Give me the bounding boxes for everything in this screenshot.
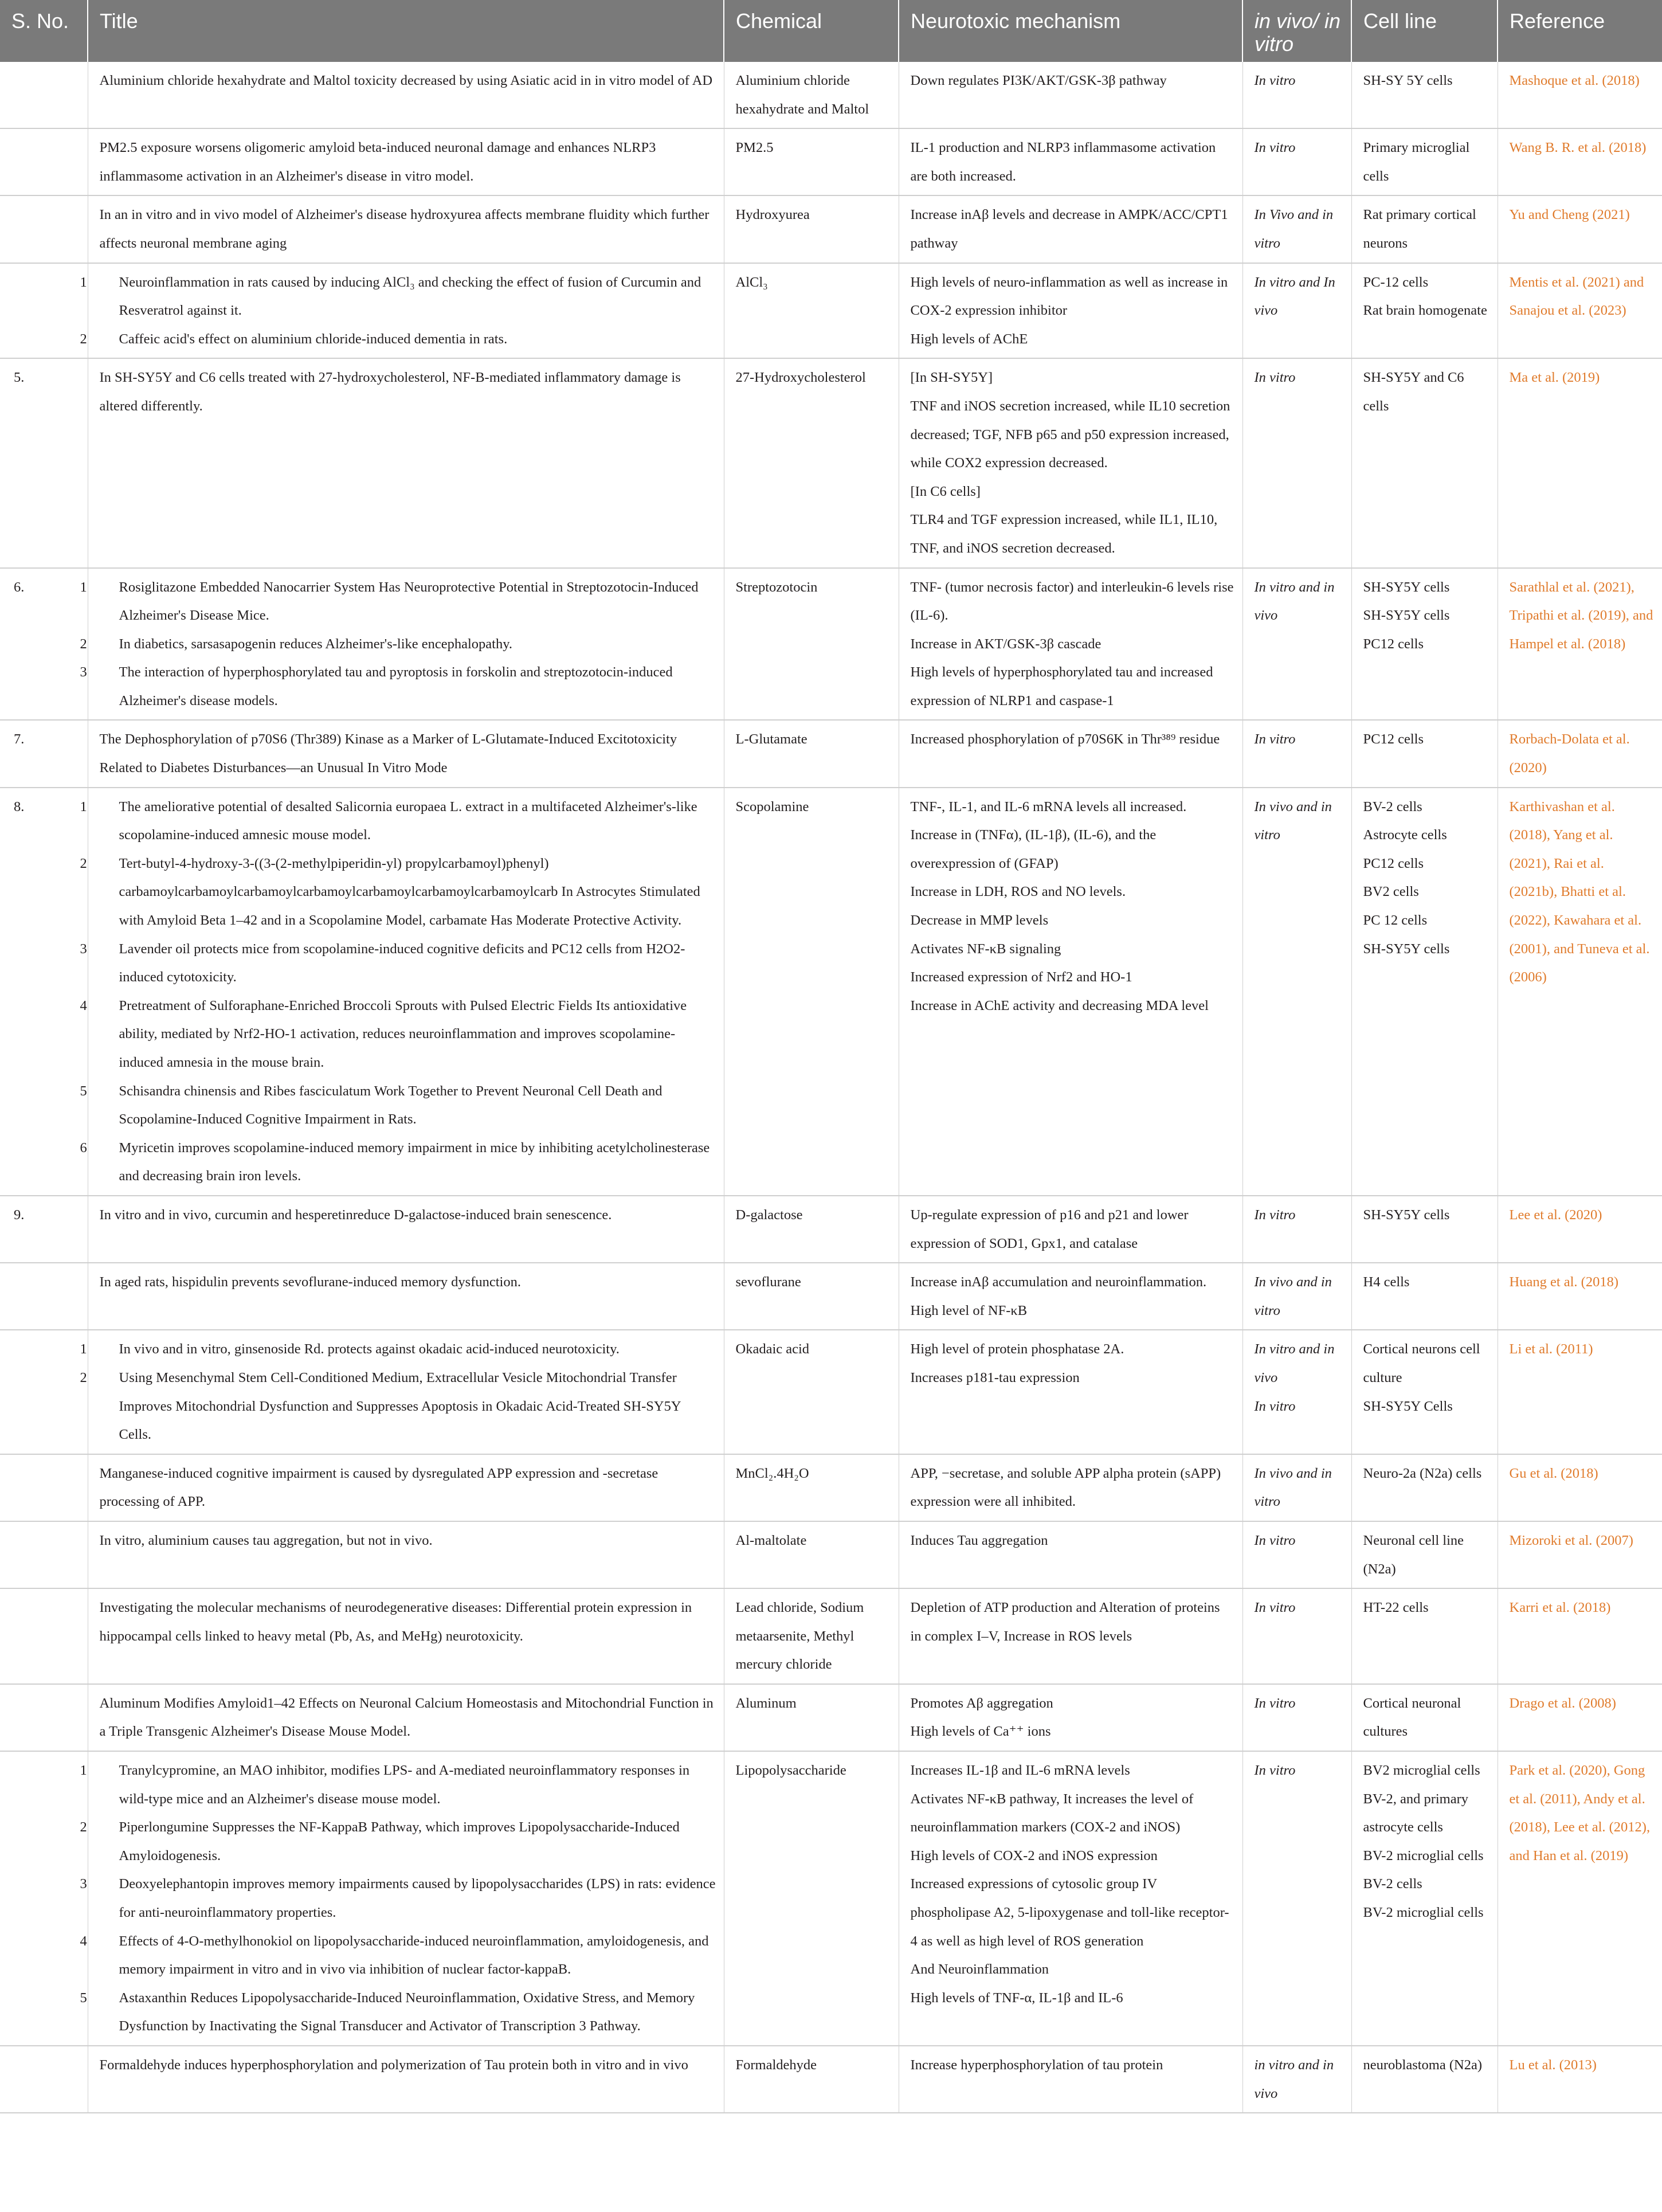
cell-mechanism (899, 1751, 1242, 2046)
cell-reference: Yu and Cheng (2021) (1498, 195, 1662, 263)
cell-line-item: PC 12 cells (1363, 913, 1428, 929)
cell-reference: Wang B. R. et al. (2018) (1498, 128, 1662, 195)
mechanism-line: TLR4 and TGF expression increased, while IL1, IL10, TNF, and iNOS secretion decreased. (910, 512, 1218, 556)
table-body (0, 62, 1662, 2113)
cell-cell-line (1351, 62, 1498, 128)
item-number: 6 (80, 1140, 87, 1156)
title-line: In SH-SY5Y and C6 cells treated with 27-hydroxycholesterol, NF-B-mediated inflammatory damage is altered differently. (99, 370, 681, 414)
mechanism-line: Increase hyperphosphorylation of tau protein (910, 2057, 1163, 2073)
item-text: Tert-butyl-4-hydroxy-3-((3-(2-methylpiperidin-yl) propylcarbamoyl)phenyl) carbamoylcarbamoylcarbamoylcarbamoylcarbamoylcarbamoylcarbamoylcarb In Astrocytes Stimulated with Amyloid Beta 1–42 and in a Scopolamine Model, carbamate Has Moderate Protective Activity. (119, 855, 700, 929)
item-text: Astaxanthin Reduces Lipopolysaccharide-Induced Neuroinflammation, Oxidative Stress, and Memory Dysfunction by Inactivating the Signal Transducer and Activator of Transcription 3 Pathway. (119, 1990, 695, 2034)
cell-cell-line (1351, 720, 1498, 787)
title-line: Investigating the molecular mechanisms of neurodegenerative diseases: Differential protein expression in hippocampal cells linked to heavy metal (Pb, As, and MeHg) neurotoxicity. (99, 1600, 692, 1644)
item-number: 5 (80, 1083, 87, 1099)
cell-sno (0, 263, 88, 359)
mechanism-line: Promotes Aβ aggregation (910, 1695, 1053, 1711)
cell-chemical: AlCl₃ (724, 263, 899, 359)
model-line: In vitro (1254, 1532, 1296, 1548)
cell-cell-line (1351, 1196, 1498, 1263)
title-line: Aluminium chloride hexahydrate and Maltol toxicity decreased by using Asiatic acid in in vitro model of AD (99, 73, 713, 88)
cell-chemical: Aluminum (724, 1684, 899, 1751)
table-row (0, 358, 1662, 567)
cell-cell-line (1351, 1751, 1498, 2046)
model-line: In vitro (1254, 1695, 1296, 1711)
title-line (80, 630, 716, 659)
header-mechanism: Neurotoxic mechanism (899, 0, 1242, 62)
cell-chemical: Formaldehyde (724, 2046, 899, 2113)
mechanism-line: Increased phosphorylation of p70S6K in Thr³⁸⁹ residue (910, 731, 1220, 747)
header-row (0, 0, 1662, 62)
cell-cell-line (1351, 1454, 1498, 1521)
title-line (80, 573, 716, 630)
title-line (80, 325, 716, 354)
item-text: Myricetin improves scopolamine-induced memory impairment in mice by inhibiting acetylcholinesterase and decreasing brain iron levels. (119, 1140, 710, 1184)
table-row (0, 1454, 1662, 1521)
cell-line-item: Rat brain homogenate (1363, 303, 1487, 319)
header-chemical: Chemical (724, 0, 899, 62)
cell-title (88, 720, 724, 787)
mechanism-line: Increase in AChE activity and decreasing MDA level (910, 997, 1209, 1013)
item-text: Deoxyelephantopin improves memory impairments caused by lipopolysaccharides (LPS) in rats: evidence for anti-neuroinflammatory properties. (119, 1876, 716, 1921)
table-row (0, 568, 1662, 721)
cell-model (1242, 568, 1351, 721)
cell-title (80, 1330, 724, 1454)
table-row (0, 788, 1662, 1196)
item-number: 3 (80, 664, 87, 680)
cell-chemical: Lipopolysaccharide (724, 1751, 899, 2046)
cell-line-item: Rat primary cortical neurons (1363, 207, 1476, 251)
cell-line-item: PC-12 cells (1363, 274, 1429, 290)
model-line: In vitro (1254, 1763, 1296, 1779)
mechanism-line: [In SH-SY5Y] (910, 370, 993, 386)
mechanism-line: Up-regulate expression of p16 and p21 and lower expression of SOD1, Gpx1, and catalase (910, 1207, 1189, 1251)
cell-cell-line (1351, 2046, 1498, 2113)
cell-sno (0, 1263, 88, 1330)
cell-line-item: BV-2, and primary astrocyte cells (1363, 1791, 1468, 1835)
item-text: Using Mesenchymal Stem Cell-Conditioned Medium, Extracellular Vesicle Mitochondrial Transfer Improves Mitochondrial Dysfunction and Suppresses Apoptosis in Okadaic Acid-Treated SH-SY5Y Cells. (119, 1369, 681, 1443)
mechanism-line: High levels of neuro-inflammation as well as increase in COX-2 expression inhibitor (910, 274, 1228, 319)
cell-sno (0, 1588, 88, 1684)
cell-mechanism (899, 568, 1242, 721)
cell-sno: 8. (0, 788, 88, 1196)
title-line: Formaldehyde induces hyperphosphorylation and polymerization of Tau protein both in vitro and in vivo (99, 2057, 688, 2073)
title-line (80, 268, 716, 325)
mechanism-line: And Neuroinflammation (910, 1962, 1049, 1978)
cell-line-item: SH-SY5Y cells (1363, 941, 1450, 957)
mechanism-line: TNF- (tumor necrosis factor) and interleukin-6 levels rise (IL-6). (910, 579, 1234, 624)
cell-reference: Sarathlal et al. (2021), Tripathi et al. (2019), and Hampel et al. (2018) (1498, 568, 1662, 721)
cell-reference: Huang et al. (2018) (1498, 1263, 1662, 1330)
header-reference: Reference (1498, 0, 1662, 62)
mechanism-line: Increased expressions of cytosolic group IV phospholipase A2, 5-lipoxygenase and toll-like receptor-4 as well as high level of ROS generation (910, 1876, 1229, 1949)
cell-reference: Mentis et al. (2021) and Sanajou et al. (2023) (1498, 263, 1662, 359)
cell-model (1242, 2046, 1351, 2113)
cell-reference: Lee et al. (2020) (1498, 1196, 1662, 1263)
item-number: 1 (80, 579, 87, 595)
cell-chemical: Streptozotocin (724, 568, 899, 721)
title-line: PM2.5 exposure worsens oligomeric amyloid beta-induced neuronal damage and enhances NLRP3 inflammasome activation in an Alzheimer's disease in vitro model. (99, 140, 656, 184)
cell-chemical: MnCl₂.4H₂O (724, 1454, 899, 1521)
cell-cell-line (1351, 1521, 1498, 1588)
item-text: In diabetics, sarsasapogenin reduces Alzheimer's-like encephalopathy. (119, 636, 513, 652)
cell-line-item: BV2 microglial cells (1363, 1763, 1480, 1779)
title-line (80, 935, 716, 992)
table-row (0, 1196, 1662, 1263)
title-line (80, 1756, 716, 1813)
item-number: 2 (80, 331, 87, 347)
table-row (0, 1521, 1662, 1588)
item-number: 4 (80, 1933, 87, 1949)
cell-line-item: Neuro-2a (N2a) cells (1363, 1465, 1482, 1481)
cell-reference: Park et al. (2020), Gong et al. (2011), Andy et al. (2018), Lee et al. (2012), and Han et al. (2019) (1498, 1751, 1662, 2046)
mechanism-line: High level of NF-κB (910, 1302, 1028, 1318)
header-model: in vivo/ in vitro (1242, 0, 1351, 62)
cell-chemical: Scopolamine (724, 788, 899, 1196)
model-line: In vitro and in vivo (1254, 1341, 1335, 1385)
title-line (80, 1134, 716, 1191)
cell-reference: Gu et al. (2018) (1498, 1454, 1662, 1521)
model-line: In vitro and In vivo (1254, 274, 1335, 319)
model-line: in vitro and in vivo (1254, 2057, 1334, 2101)
cell-model (1242, 1588, 1351, 1684)
cell-title (80, 568, 724, 721)
cell-sno (0, 1521, 88, 1588)
cell-line-item: Astrocyte cells (1363, 827, 1447, 843)
title-line (80, 1870, 716, 1927)
cell-title (88, 1263, 724, 1330)
cell-model (1242, 1684, 1351, 1751)
cell-model (1242, 1454, 1351, 1521)
header-title: Title (88, 0, 724, 62)
model-line: In vitro (1254, 1600, 1296, 1616)
model-line: In vitro and in vivo (1254, 579, 1335, 624)
mechanism-line: [In C6 cells] (910, 483, 981, 499)
mechanism-line: Down regulates PI3K/AKT/GSK-3β pathway (910, 73, 1167, 88)
cell-mechanism (899, 1330, 1242, 1454)
cell-sno: 6. (0, 568, 88, 721)
mechanism-line: High level of protein phosphatase 2A. (910, 1341, 1124, 1357)
item-number: 3 (80, 1876, 87, 1892)
item-text: In vivo and in vitro, ginsenoside Rd. protects against okadaic acid-induced neurotoxicity. (119, 1341, 620, 1357)
header-cell-line: Cell line (1351, 0, 1498, 62)
cell-line-item: SH-SY5Y cells (1363, 579, 1450, 595)
model-line: In vivo and in vitro (1254, 1465, 1332, 1510)
cell-sno (0, 2046, 88, 2113)
title-line (80, 992, 716, 1077)
cell-model (1242, 1330, 1351, 1454)
cell-model (1242, 1521, 1351, 1588)
cell-sno (0, 1454, 88, 1521)
cell-chemical: Al-maltolate (724, 1521, 899, 1588)
model-line: In vitro (1254, 73, 1296, 88)
cell-line-item: BV-2 microglial cells (1363, 1905, 1484, 1921)
title-line (80, 1335, 716, 1364)
cell-model (1242, 720, 1351, 787)
title-line (80, 1364, 716, 1449)
cell-line-item: neuroblastoma (N2a) (1363, 2057, 1482, 2073)
cell-line-item: culture (1363, 1369, 1402, 1385)
mechanism-line: Increase inAβ accumulation and neuroinflammation. (910, 1274, 1207, 1290)
item-text: Piperlongumine Suppresses the NF-KappaB Pathway, which improves Lipopolysaccharide-Induced Amyloidogenesis. (119, 1819, 680, 1863)
title-line: In aged rats, hispidulin prevents sevoflurane-induced memory dysfunction. (99, 1274, 521, 1290)
item-text: Rosiglitazone Embedded Nanocarrier System Has Neuroprotective Potential in Streptozotocin-Induced Alzheimer's Disease Mice. (119, 579, 699, 624)
model-line: In vivo and in vitro (1254, 798, 1332, 843)
title-line (80, 1984, 716, 2041)
table-row (0, 195, 1662, 263)
table-row (0, 720, 1662, 787)
mechanism-line: High levels of COX-2 and iNOS expression (910, 1847, 1158, 1863)
cell-line-item: PC12 cells (1363, 636, 1424, 652)
model-line: In vitro (1254, 1207, 1296, 1223)
model-line: In vivo and in vitro (1254, 1274, 1332, 1318)
cell-cell-line (1351, 788, 1498, 1196)
cell-sno: 5. (0, 358, 88, 567)
title-line (80, 1813, 716, 1870)
cell-chemical: 27-Hydroxycholesterol (724, 358, 899, 567)
item-text: Neuroinflammation in rats caused by inducing AlCl₃ and checking the effect of fusion of Curcumin and Resveratrol against it. (119, 274, 701, 319)
cell-title (88, 1521, 724, 1588)
mechanism-line: Induces Tau aggregation (910, 1532, 1048, 1548)
cell-line-item: SH-SY5Y and C6 cells (1363, 370, 1464, 414)
cell-line-item: BV-2 cells (1363, 1876, 1422, 1892)
cell-sno (0, 195, 88, 263)
cell-line-item: Cortical neuronal cultures (1363, 1695, 1461, 1740)
mechanism-line: APP, −secretase, and soluble APP alpha protein (sAPP) expression were all inhibited. (910, 1465, 1221, 1510)
cell-reference: Lu et al. (2013) (1498, 2046, 1662, 2113)
item-number: 3 (80, 941, 87, 957)
cell-chemical: Lead chloride, Sodium metaarsenite, Methyl mercury chloride (724, 1588, 899, 1684)
model-line: In vitro (1254, 731, 1296, 747)
model-line: In Vivo and in vitro (1254, 207, 1334, 251)
cell-title (80, 788, 724, 1196)
cell-line-item: SH-SY5Y cells (1363, 608, 1450, 624)
mechanism-line: High levels of Ca⁺⁺ ions (910, 1724, 1051, 1740)
cell-mechanism (899, 62, 1242, 128)
mechanism-line: Increase in LDH, ROS and NO levels. (910, 884, 1126, 900)
cell-line-item: PC12 cells (1363, 731, 1424, 747)
cell-chemical: D-galactose (724, 1196, 899, 1263)
cell-title (88, 1588, 724, 1684)
item-text: The interaction of hyperphosphorylated tau and pyroptosis in forskolin and streptozotocin-induced Alzheimer's disease models. (119, 664, 673, 708)
model-line: In vitro (1254, 140, 1296, 156)
title-line: In an in vitro and in vivo model of Alzheimer's disease hydroxyurea affects membrane fluidity which further affects neuronal membrane aging (99, 207, 710, 251)
cell-chemical: L-Glutamate (724, 720, 899, 787)
cell-line-item: Primary microglial cells (1363, 140, 1470, 184)
cell-mechanism (899, 358, 1242, 567)
cell-model (1242, 263, 1351, 359)
cell-model (1242, 1196, 1351, 1263)
cell-mechanism (899, 1588, 1242, 1684)
mechanism-line: TNF and iNOS secretion increased, while IL10 secretion decreased; TGF, NFB p65 and p50 expression increased, while COX2 expression decreased. (910, 398, 1230, 471)
item-number: 1 (80, 798, 87, 815)
cell-line-item: SH-SY 5Y cells (1363, 73, 1453, 88)
cell-line-item: BV-2 microglial cells (1363, 1847, 1484, 1863)
cell-chemical: Okadaic acid (724, 1330, 899, 1454)
cell-title (88, 62, 724, 128)
cell-mechanism (899, 788, 1242, 1196)
cell-title (80, 1751, 724, 2046)
item-text: Lavender oil protects mice from scopolamine-induced cognitive deficits and PC12 cells from H2O2-induced cytotoxicity. (119, 941, 685, 985)
item-text: Caffeic acid's effect on aluminium chloride-induced dementia in rats. (119, 331, 508, 347)
mechanism-line: Depletion of ATP production and Alteration of proteins in complex I–V, Increase in ROS levels (910, 1600, 1220, 1644)
item-number: 2 (80, 1369, 87, 1385)
title-line (80, 849, 716, 935)
cell-line-item: Neuronal cell line (N2a) (1363, 1532, 1464, 1577)
mechanism-line: TNF-, IL-1, and IL-6 mRNA levels all increased. (910, 798, 1187, 815)
cell-mechanism (899, 1521, 1242, 1588)
mechanism-line: Increases IL-1β and IL-6 mRNA levels (910, 1763, 1130, 1779)
cell-line-item: BV-2 cells (1363, 798, 1422, 815)
table-row (0, 1588, 1662, 1684)
cell-cell-line (1351, 128, 1498, 195)
cell-title (80, 263, 724, 359)
cell-mechanism (899, 1454, 1242, 1521)
item-text: Tranylcypromine, an MAO inhibitor, modifies LPS- and A-mediated neuroinflammatory responses in wild-type mice and an Alzheimer's disease mouse model. (119, 1763, 690, 1807)
mechanism-line: Activates NF-κB signaling (910, 941, 1061, 957)
cell-sno: 7. (0, 720, 88, 787)
cell-reference: Karri et al. (2018) (1498, 1588, 1662, 1684)
title-line: Aluminum Modifies Amyloid1–42 Effects on Neuronal Calcium Homeostasis and Mitochondrial Function in a Triple Transgenic Alzheimer's Disease Mouse Model. (99, 1695, 714, 1740)
item-text: Schisandra chinensis and Ribes fasciculatum Work Together to Prevent Neuronal Cell Death and Scopolamine-Induced Cognitive Impairment in Rats. (119, 1083, 663, 1127)
cell-chemical: PM2.5 (724, 128, 899, 195)
cell-mechanism (899, 1263, 1242, 1330)
table-row (0, 1263, 1662, 1330)
cell-reference: Mizoroki et al. (2007) (1498, 1521, 1662, 1588)
title-line: The Dephosphorylation of p70S6 (Thr389) Kinase as a Marker of L-Glutamate-Induced Excitotoxicity Related to Diabetes Disturbances—an Unusual In Vitro Mode (99, 731, 677, 776)
cell-chemical: Hydroxyurea (724, 195, 899, 263)
table-row (0, 1751, 1662, 2046)
cell-model (1242, 788, 1351, 1196)
cell-sno (0, 1330, 88, 1454)
cell-mechanism (899, 2046, 1242, 2113)
cell-line-item: SH-SY5Y Cells (1363, 1398, 1453, 1414)
title-line: In vitro, aluminium causes tau aggregation, but not in vivo. (99, 1532, 433, 1548)
cell-cell-line (1351, 358, 1498, 567)
cell-title (88, 1454, 724, 1521)
cell-cell-line (1351, 568, 1498, 721)
cell-model (1242, 195, 1351, 263)
mechanism-line: Increases p181-tau expression (910, 1369, 1080, 1385)
cell-model (1242, 128, 1351, 195)
cell-chemical: sevoflurane (724, 1263, 899, 1330)
cell-sno (0, 62, 88, 128)
cell-line-item: Cortical neurons cell (1363, 1341, 1480, 1357)
cell-chemical: Aluminium chloride hexahydrate and Maltol (724, 62, 899, 128)
cell-reference: Ma et al. (2019) (1498, 358, 1662, 567)
mechanism-line: IL-1 production and NLRP3 inflammasome activation are both increased. (910, 140, 1216, 184)
table-row (0, 1330, 1662, 1454)
table-row (0, 263, 1662, 359)
title-line (80, 658, 716, 715)
item-text: The ameliorative potential of desalted Salicornia europaea L. extract in a multifaceted Alzheimer's-like scopolamine-induced amnesic mouse model. (119, 798, 697, 843)
title-line (80, 1927, 716, 1984)
cell-line-item: PC12 cells (1363, 855, 1424, 871)
cell-title (88, 358, 724, 567)
mechanism-line: Increase inAβ levels and decrease in AMPK/ACC/CPT1 pathway (910, 207, 1228, 251)
cell-mechanism (899, 195, 1242, 263)
cell-title (88, 128, 724, 195)
cell-model (1242, 358, 1351, 567)
item-number: 1 (80, 1763, 87, 1779)
mechanism-line: High levels of hyperphosphorylated tau and increased expression of NLRP1 and caspase-1 (910, 664, 1213, 708)
cell-cell-line (1351, 1588, 1498, 1684)
table-row (0, 62, 1662, 128)
cell-model (1242, 1751, 1351, 2046)
item-number: 1 (80, 1341, 87, 1357)
cell-cell-line (1351, 263, 1498, 359)
cell-reference: Li et al. (2011) (1498, 1330, 1662, 1454)
cell-reference: Rorbach-Dolata et al. (2020) (1498, 720, 1662, 787)
mechanism-line: High levels of AChE (910, 331, 1028, 347)
cell-line-item: HT-22 cells (1363, 1600, 1429, 1616)
mechanism-line: Increased expression of Nrf2 and HO-1 (910, 969, 1132, 985)
cell-cell-line (1351, 1684, 1498, 1751)
cell-cell-line (1351, 195, 1498, 263)
cell-line-item: H4 cells (1363, 1274, 1410, 1290)
cell-reference: Drago et al. (2008) (1498, 1684, 1662, 1751)
cell-title (88, 1196, 724, 1263)
cell-sno: 9. (0, 1196, 88, 1263)
item-text: Pretreatment of Sulforaphane-Enriched Broccoli Sprouts with Pulsed Electric Fields Its antioxidative ability, mediated by Nrf2-HO-1 activation, reduces neuroinflammation and improves scopolamine-induced amnesia in the mouse brain. (119, 997, 687, 1070)
cell-cell-line (1351, 1330, 1498, 1454)
model-line: In vitro (1254, 1398, 1296, 1414)
cell-sno (0, 1751, 88, 2046)
table-row (0, 2046, 1662, 2113)
cell-mechanism (899, 1684, 1242, 1751)
title-line (80, 793, 716, 849)
item-text: Effects of 4-O-methylhonokiol on lipopolysaccharide-induced neuroinflammation, amyloidogenesis, and memory impairment in vitro and in vivo via inhibition of nuclear factor-kappaB. (119, 1933, 709, 1978)
mechanism-line: Increase in AKT/GSK-3β cascade (910, 636, 1102, 652)
table-row (0, 128, 1662, 195)
mechanism-line: Activates NF-κB pathway, It increases the level of neuroinflammation markers (COX-2 and iNOS) (910, 1791, 1194, 1835)
cell-line-item: SH-SY5Y cells (1363, 1207, 1450, 1223)
cell-sno (0, 1684, 88, 1751)
cell-model (1242, 1263, 1351, 1330)
cell-reference: Karthivashan et al. (2018), Yang et al. (2021), Rai et al. (2021b), Bhatti et al. (2022), Kawahara et al. (2001), and Tuneva et al. (2006) (1498, 788, 1662, 1196)
cell-model (1242, 62, 1351, 128)
item-number: 2 (80, 1819, 87, 1835)
cell-title (88, 2046, 724, 2113)
cell-mechanism (899, 720, 1242, 787)
item-number: 2 (80, 636, 87, 652)
item-number: 2 (80, 855, 87, 871)
title-line: In vitro and in vivo, curcumin and hesperetinreduce D-galactose-induced brain senescence. (99, 1207, 612, 1223)
item-number: 1 (80, 274, 87, 290)
cell-line-item: BV2 cells (1363, 884, 1419, 900)
cell-sno (0, 128, 88, 195)
cell-mechanism (899, 128, 1242, 195)
mechanism-line: Decrease in MMP levels (910, 913, 1049, 929)
mechanism-line: Increase in (TNFα), (IL-1β), (IL-6), and the overexpression of (GFAP) (910, 827, 1157, 871)
cell-cell-line (1351, 1263, 1498, 1330)
title-line: Manganese-induced cognitive impairment is caused by dysregulated APP expression and -secretase processing of APP. (99, 1465, 658, 1510)
cell-reference: Mashoque et al. (2018) (1498, 62, 1662, 128)
cell-mechanism (899, 1196, 1242, 1263)
cell-title (88, 1684, 724, 1751)
header-sno: S. No. (0, 0, 88, 62)
table-row (0, 1684, 1662, 1751)
model-line: In vitro (1254, 370, 1296, 386)
cell-title (88, 195, 724, 263)
mechanism-line: High levels of TNF-α, IL-1β and IL-6 (910, 1990, 1123, 2006)
item-number: 5 (80, 1990, 87, 2006)
cell-mechanism (899, 263, 1242, 359)
title-line (80, 1077, 716, 1134)
item-number: 4 (80, 997, 87, 1013)
